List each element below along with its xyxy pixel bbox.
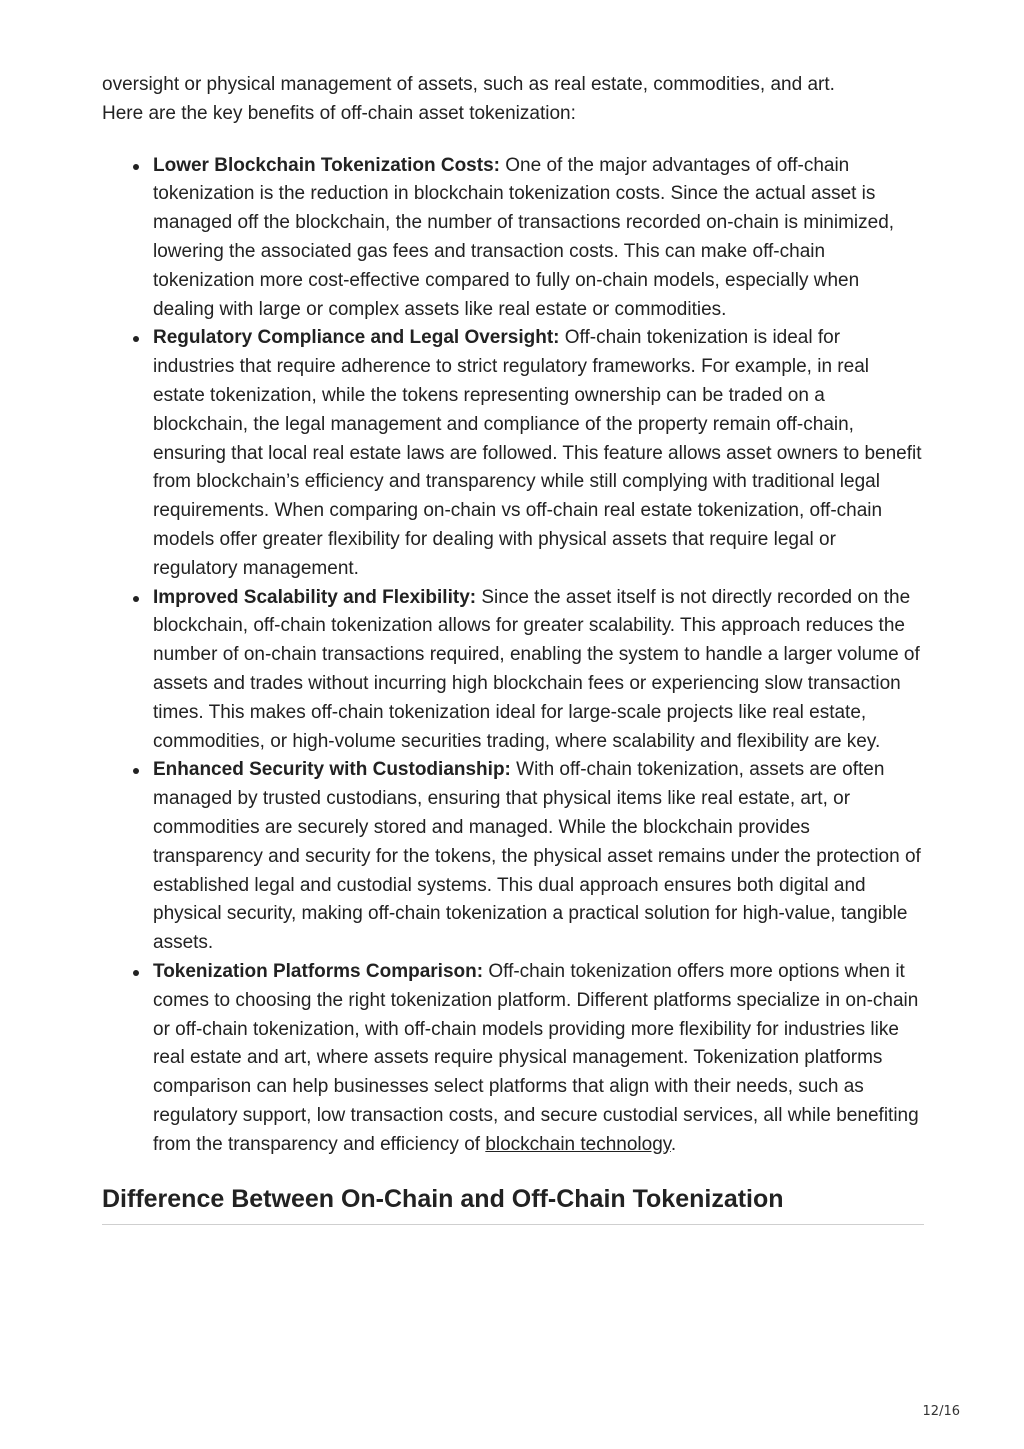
benefit-text-end: . <box>670 1133 677 1155</box>
benefit-item-scalability <box>153 584 924 757</box>
intro-paragraph: oversight or physical management of assets, such as real estate, commodities, and art. Here are the key benefits of off-chain asset tokenization: <box>102 74 835 124</box>
article-content <box>102 71 924 1225</box>
benefit-title: Improved Scalability and Flexibility: <box>153 586 477 608</box>
benefit-text: Off-chain tokenization is ideal for industries that require adherence to strict regulatory frameworks. For example, in real estate tokenization, while the tokens representing ownership can be traded on a blockchain, the legal management and compliance of the property remain off-chain, ensuring that local real estate laws are followed. This feature allows asset owners to benefit from blockchain’s efficiency and transparency while still complying with traditional legal requirements. When comparing on-chain vs off-chain real estate tokenization, off-chain models offer greater flexibility for dealing with physical assets that require legal or regulatory management. <box>153 327 922 579</box>
bullet-icon <box>133 970 139 976</box>
benefit-text: One of the major advantages of off-chain tokenization is the reduction in blockchain tokenization costs. Since the actual asset is managed off the blockchain, the number of transactions recorded on-chain is minimized, lowering the associated gas fees and transaction costs. This can make off-chain tokenization more cost-effective compared to fully on-chain models, especially when dealing with large or complex assets like real estate or commodities. <box>153 154 895 320</box>
page-number: 12/16 <box>922 1404 960 1419</box>
section-heading: Difference Between On-Chain and Off-Chain Tokenization <box>102 1182 924 1225</box>
bullet-icon <box>133 164 139 170</box>
benefit-text: Off-chain tokenization offers more options when it comes to choosing the right tokenization platform. Different platforms specialize in on-chain or off-chain tokenization, with off-chain models providing more flexibility for industries like real estate and art, where assets require physical management. Tokenization platforms comparison can help businesses select platforms that align with their needs, such as regulatory support, low transaction costs, and secure custodial services, all while benefiting from the transparency and efficiency of <box>153 960 919 1155</box>
benefit-title: Lower Blockchain Tokenization Costs: <box>153 154 500 176</box>
benefits-list <box>102 152 924 1160</box>
bullet-icon <box>133 336 139 342</box>
benefit-text: With off-chain tokenization, assets are often managed by trusted custodians, ensuring that physical items like real estate, art, or commodities are securely stored and managed. While the blockchain provides transparency and security for the tokens, the physical asset remains under the protection of established legal and custodial systems. This dual approach ensures both digital and physical security, making off-chain tokenization a practical solution for high-value, tangible assets. <box>153 759 921 954</box>
benefit-item-platforms-comparison <box>153 958 924 1160</box>
blockchain-technology-link[interactable]: blockchain technology <box>485 1133 671 1155</box>
benefit-item-regulatory-compliance <box>153 324 924 583</box>
bullet-icon <box>133 596 139 602</box>
benefit-item-lower-costs <box>153 152 924 325</box>
benefit-text: Since the asset itself is not directly recorded on the blockchain, off-chain tokenization allows for greater scalability. This approach reduces the number of on-chain transactions required, enabling the system to handle a larger volume of assets and trades without incurring high blockchain fees or experiencing slow transaction times. This makes off-chain tokenization ideal for large-scale projects like real estate, commodities, or high-volume securities trading, where scalability and flexibility are key. <box>153 586 920 752</box>
bullet-icon <box>133 768 139 774</box>
benefit-title: Regulatory Compliance and Legal Oversight: <box>153 327 560 349</box>
benefit-title: Enhanced Security with Custodianship: <box>153 759 511 781</box>
benefit-title: Tokenization Platforms Comparison: <box>153 960 484 982</box>
benefit-item-security <box>153 756 924 958</box>
